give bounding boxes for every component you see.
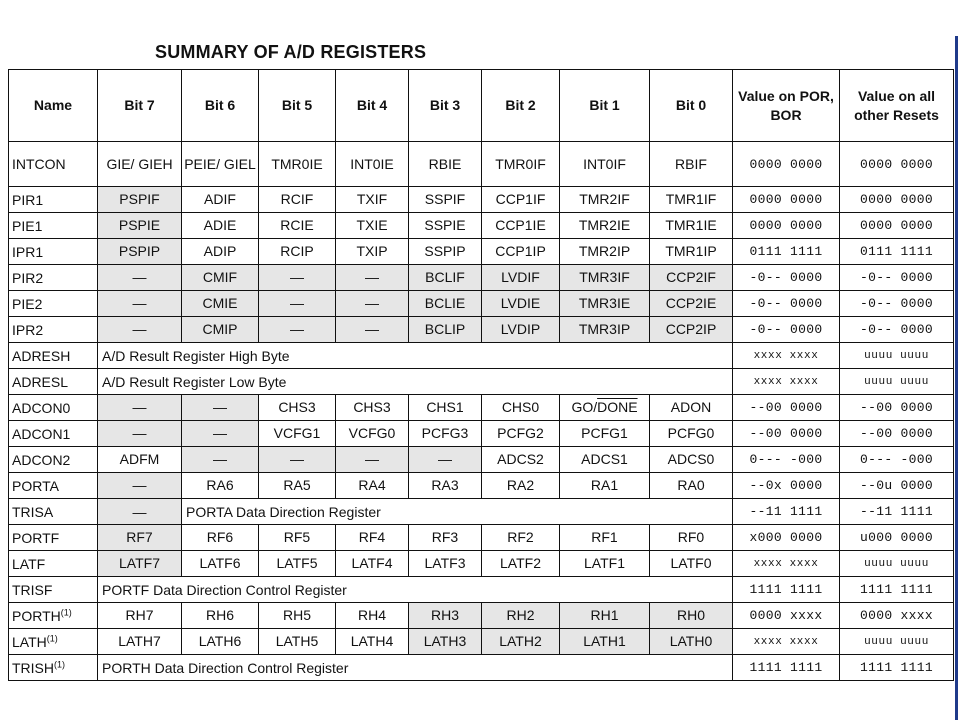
register-name-text: IPR1 [12,243,44,260]
bit1-cell: PCFG1 [560,421,650,447]
header-name: Name [9,70,98,142]
register-name [9,239,98,265]
page-title: SUMMARY OF A/D REGISTERS [155,42,427,62]
value-other-resets: 0111 1111 [840,239,954,265]
bit6-cell: RF6 [182,525,259,551]
bit4-cell: TXIF [336,187,409,213]
value-other-resets: uuuu uuuu [840,343,954,369]
bit6-cell: — [182,447,259,473]
register-row-portf [9,525,954,551]
bit6-cell: ADIE [182,213,259,239]
value-por-bor: 0111 1111 [733,239,840,265]
bit2-cell: CHS0 [482,395,560,421]
register-name-text: PORTH [12,607,61,624]
value-other-resets: --0u 0000 [840,473,954,499]
value-other-resets: 0--- -000 [840,447,954,473]
value-por-bor: -0-- 0000 [733,291,840,317]
footnote-marker: (1) [54,658,65,669]
value-por-bor: xxxx xxxx [733,369,840,395]
bit6-cell: ADIP [182,239,259,265]
bit2-cell: CCP1IP [482,239,560,265]
bit4-cell: CHS3 [336,395,409,421]
header-value-other-resets: Value on all other Resets [840,70,954,142]
bit6-cell: LATF6 [182,551,259,577]
bit5-cell: — [259,291,336,317]
value-por-bor: --0x 0000 [733,473,840,499]
value-por-bor: 0000 0000 [733,187,840,213]
bit3-cell: RF3 [409,525,482,551]
bit4-cell: RH4 [336,603,409,629]
bit2-cell: CCP1IE [482,213,560,239]
bit2-cell: LATF2 [482,551,560,577]
bit7-cell: — [98,473,182,499]
header-bit2: Bit 2 [482,70,560,142]
bit7-cell: — [98,317,182,343]
header-value-por-bor: Value on POR, BOR [733,70,840,142]
value-other-resets: uuuu uuuu [840,551,954,577]
bit2-cell: RA2 [482,473,560,499]
bit7-cell: ADFM [98,447,182,473]
bit5-cell: RCIP [259,239,336,265]
header-bit5: Bit 5 [259,70,336,142]
register-row-porta [9,473,954,499]
value-other-resets: --00 0000 [840,421,954,447]
register-name [9,499,98,525]
header-bit0: Bit 0 [650,70,733,142]
bit7-cell: — [98,499,182,525]
bit6-cell: CMIP [182,317,259,343]
bit7-cell: PSPIP [98,239,182,265]
bit1-cell: LATF1 [560,551,650,577]
header-bit4: Bit 4 [336,70,409,142]
bit5-cell: RA5 [259,473,336,499]
bit0-cell: TMR1IF [650,187,733,213]
bit3-cell: SSPIE [409,213,482,239]
bit0-cell: PCFG0 [650,421,733,447]
register-row-ipr2 [9,317,954,343]
bit6-cell: CMIF [182,265,259,291]
bit5-cell: RH5 [259,603,336,629]
value-other-resets: 0000 xxxx [840,603,954,629]
register-name-text: ADCON0 [12,399,71,416]
bit5-cell: RF5 [259,525,336,551]
bit1-cell: RF1 [560,525,650,551]
value-other-resets: uuuu uuuu [840,369,954,395]
active-low-signal: DONE [597,399,638,415]
register-name [9,369,98,395]
bit0-cell: RF0 [650,525,733,551]
bit4-cell: INT0IE [336,142,409,187]
register-name [9,525,98,551]
bit6-cell: CMIE [182,291,259,317]
footnote-marker: (1) [46,632,58,643]
bit5-cell: LATF5 [259,551,336,577]
bit3-cell: LATH3 [409,629,482,655]
bit2-cell: TMR0IF [482,142,560,187]
header-bit7: Bit 7 [98,70,182,142]
bit1-cell: ADCS1 [560,447,650,473]
register-row-intcon [9,142,954,187]
bit3-cell: SSPIP [409,239,482,265]
register-row-pir1 [9,187,954,213]
bit2-cell: LVDIP [482,317,560,343]
bit0-cell: RA0 [650,473,733,499]
register-row-adcon1 [9,421,954,447]
bit4-cell: RF4 [336,525,409,551]
bit6-cell: LATH6 [182,629,259,655]
value-other-resets: 1111 1111 [840,655,954,681]
register-name-text: INTCON [12,156,66,172]
value-por-bor: 0000 0000 [733,213,840,239]
register-row-pir2 [9,265,954,291]
register-name-text: PIE2 [12,295,43,312]
bit3-cell: BCLIE [409,291,482,317]
value-other-resets: 0000 0000 [840,187,954,213]
value-por-bor: 0000 xxxx [733,603,840,629]
header-row [9,70,954,142]
bit4-cell: VCFG0 [336,421,409,447]
bit3-cell: RH3 [409,603,482,629]
value-por-bor: -0-- 0000 [733,265,840,291]
register-name-text: LATF [12,555,46,572]
bit5-cell: LATH5 [259,629,336,655]
value-por-bor: --00 0000 [733,395,840,421]
bit5-cell: CHS3 [259,395,336,421]
bit3-cell: LATF3 [409,551,482,577]
bit3-cell: PCFG3 [409,421,482,447]
register-name [9,317,98,343]
bit6-cell: RA6 [182,473,259,499]
register-row-pie1 [9,213,954,239]
bit1-cell: TMR2IE [560,213,650,239]
footnote-marker: (1) [60,606,72,617]
bit0-cell: CCP2IE [650,291,733,317]
register-row-adresl [9,369,954,395]
bit1-cell: TMR3IP [560,317,650,343]
value-por-bor: 1111 1111 [733,577,840,603]
bit3-cell: RA3 [409,473,482,499]
value-por-bor: --00 0000 [733,421,840,447]
bit6-cell: ADIF [182,187,259,213]
bit0-cell: LATH0 [650,629,733,655]
value-other-resets: 0000 0000 [840,142,954,187]
register-row-adcon0 [9,395,954,421]
register-name-text: PIR2 [12,269,44,286]
value-por-bor: xxxx xxxx [733,551,840,577]
value-other-resets: uuuu uuuu [840,629,954,655]
bit1-cell: RA1 [560,473,650,499]
register-row-pie2 [9,291,954,317]
bit4-cell: — [336,291,409,317]
bit1-cell: INT0IF [560,142,650,187]
bit0-cell: LATF0 [650,551,733,577]
register-row-lath [9,629,954,655]
value-other-resets: 1111 1111 [840,577,954,603]
register-row-latf [9,551,954,577]
register-row-trisf [9,577,954,603]
bit2-cell: CCP1IF [482,187,560,213]
register-name-text: TRISH [12,659,54,676]
bit2-cell: RF2 [482,525,560,551]
value-other-resets: -0-- 0000 [840,317,954,343]
bit7-cell: LATF7 [98,551,182,577]
register-name-text: LATH [12,633,47,650]
bit7-cell: GIE/ GIEH [98,142,182,187]
value-other-resets: -0-- 0000 [840,265,954,291]
value-por-bor: -0-- 0000 [733,317,840,343]
bit7-cell: RH7 [98,603,182,629]
register-row-ipr1 [9,239,954,265]
register-name [9,395,98,421]
bit6-cell: RH6 [182,603,259,629]
register-row-adresh [9,343,954,369]
bit4-cell: LATF4 [336,551,409,577]
bit3-cell: BCLIP [409,317,482,343]
bit7-cell: — [98,265,182,291]
register-name-text: PIR1 [12,191,44,208]
bit6-cell: — [182,421,259,447]
register-name-text: ADRESH [12,347,71,364]
register-name [9,655,98,681]
value-por-bor: 1111 1111 [733,655,840,681]
bit5-cell: RCIE [259,213,336,239]
page-edge-rule [955,36,958,720]
register-name [9,551,98,577]
value-por-bor: 0000 0000 [733,142,840,187]
register-name-text: PORTF [12,529,60,546]
bit0-cell: TMR1IP [650,239,733,265]
register-name-text: ADCON1 [12,425,71,442]
value-por-bor: x000 0000 [733,525,840,551]
bit0-cell: CCP2IF [650,265,733,291]
register-name-text: ADRESL [12,373,69,390]
register-name [9,343,98,369]
value-por-bor: xxxx xxxx [733,343,840,369]
value-other-resets: --00 0000 [840,395,954,421]
value-por-bor: xxxx xxxx [733,629,840,655]
bit4-cell: TXIE [336,213,409,239]
bit6-cell: PEIE/ GIEL [182,142,259,187]
bit4-cell: TXIP [336,239,409,265]
register-name-text: PORTA [12,477,59,494]
register-name [9,421,98,447]
register-name [9,577,98,603]
bit7-cell: — [98,291,182,317]
bit7-cell: — [98,395,182,421]
value-por-bor: --11 1111 [733,499,840,525]
register-description: A/D Result Register High Byte [98,343,733,369]
register-summary-table [8,69,954,681]
bit2-cell: ADCS2 [482,447,560,473]
register-row-porth [9,603,954,629]
register-row-trish [9,655,954,681]
bit3-cell: CHS1 [409,395,482,421]
bit2-cell: LVDIE [482,291,560,317]
value-other-resets: 0000 0000 [840,213,954,239]
bit0-cell: ADON [650,395,733,421]
bit5-cell: — [259,317,336,343]
bit6-cell: — [182,395,259,421]
bit3-cell: BCLIF [409,265,482,291]
bit4-cell: — [336,317,409,343]
bit7-cell: — [98,421,182,447]
bit0-cell: RBIF [650,142,733,187]
register-name [9,629,98,655]
bit1-cell: TMR3IE [560,291,650,317]
bit2-cell: RH2 [482,603,560,629]
register-description: PORTH Data Direction Control Register [98,655,733,681]
bit1-cell: GO/DONE [560,395,650,421]
bit5-cell: — [259,265,336,291]
bit0-cell: TMR1IE [650,213,733,239]
bit1-cell: RH1 [560,603,650,629]
bit5-cell: TMR0IE [259,142,336,187]
register-name [9,447,98,473]
value-other-resets: -0-- 0000 [840,291,954,317]
register-name-text: IPR2 [12,321,44,338]
register-description: A/D Result Register Low Byte [98,369,733,395]
register-name-text: TRISF [12,581,53,598]
bit1-cell: TMR2IP [560,239,650,265]
bit7-cell: RF7 [98,525,182,551]
register-row-adcon2 [9,447,954,473]
register-name [9,603,98,629]
bit2-cell: LATH2 [482,629,560,655]
bit7-cell: PSPIF [98,187,182,213]
value-por-bor: 0--- -000 [733,447,840,473]
register-name [9,473,98,499]
register-name [9,291,98,317]
register-name [9,213,98,239]
header-bit3: Bit 3 [409,70,482,142]
header-bit6: Bit 6 [182,70,259,142]
bit5-cell: — [259,447,336,473]
bit5-cell: VCFG1 [259,421,336,447]
bit4-cell: RA4 [336,473,409,499]
bit0-cell: RH0 [650,603,733,629]
bit4-cell: — [336,265,409,291]
bit7-cell: PSPIE [98,213,182,239]
bit5-cell: RCIF [259,187,336,213]
bit0-cell: CCP2IP [650,317,733,343]
bit3-cell: — [409,447,482,473]
value-other-resets: --11 1111 [840,499,954,525]
bit1-cell: TMR2IF [560,187,650,213]
register-name-text: TRISA [12,503,54,520]
bit4-cell: — [336,447,409,473]
register-name [9,187,98,213]
bit1-cell: LATH1 [560,629,650,655]
bit1-cell: TMR3IF [560,265,650,291]
bit2-cell: LVDIF [482,265,560,291]
bit4-cell: LATH4 [336,629,409,655]
register-row-trisa [9,499,954,525]
register-rows [9,142,954,681]
bit0-cell: ADCS0 [650,447,733,473]
bit2-cell: PCFG2 [482,421,560,447]
register-name [9,265,98,291]
register-name-text: ADCON2 [12,451,71,468]
register-name-text: PIE1 [12,217,43,234]
register-name [9,142,98,187]
bit7-cell: LATH7 [98,629,182,655]
bit3-cell: RBIE [409,142,482,187]
register-description: PORTA Data Direction Register [182,499,733,525]
value-other-resets: u000 0000 [840,525,954,551]
register-description: PORTF Data Direction Control Register [98,577,733,603]
header-bit1: Bit 1 [560,70,650,142]
bit3-cell: SSPIF [409,187,482,213]
